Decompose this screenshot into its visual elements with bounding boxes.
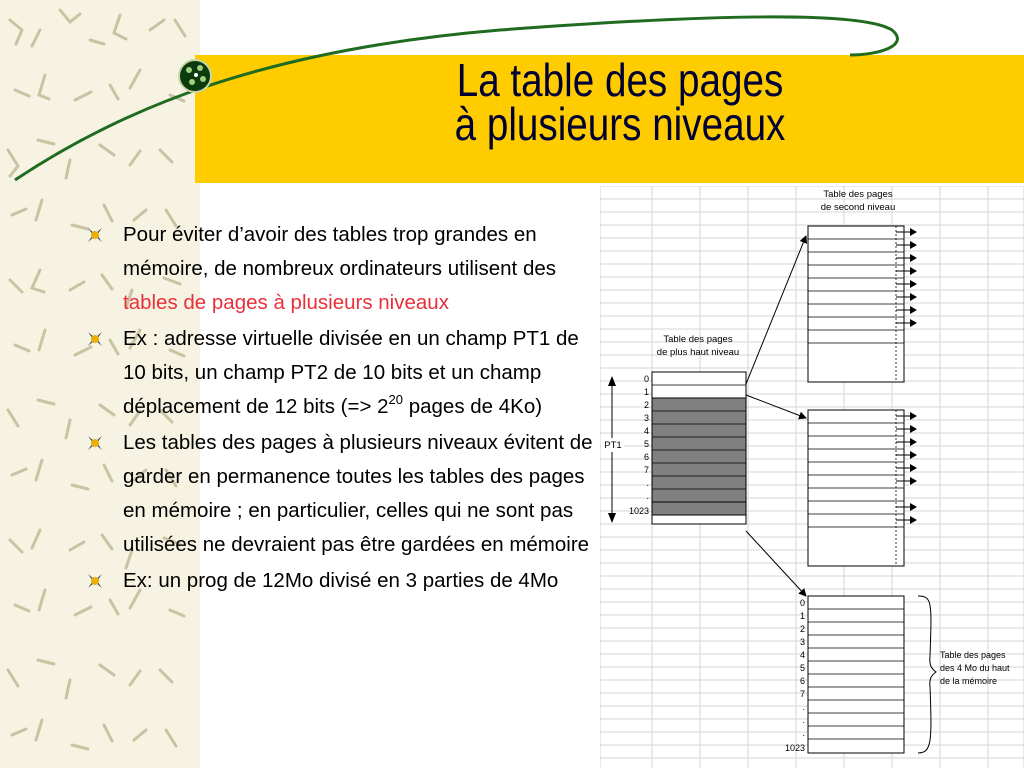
memory-label-1: Table des pages [940,650,1006,660]
slide-title [326,54,914,150]
memory-table-index: 2 [799,624,805,634]
bullet-text: Pour éviter d’avoir des tables trop grandes en mémoire, de nombreux ordinateurs utilisent des [123,223,556,280]
top-level-label-2: de plus haut niveau [656,347,740,358]
memory-table-index: 3 [799,637,805,647]
top-table-index: 4 [643,426,649,436]
pointer-arrow-icon [910,503,917,511]
pointer-arrow-icon [910,516,917,524]
pointer-arrow-icon [910,228,917,236]
pointer-arrow-icon [910,280,917,288]
pt1-label: PT1 [604,440,622,451]
bullet-icon [85,329,105,349]
memory-table-index: 6 [799,676,805,686]
top-level-table [629,372,746,524]
memory-table-index: 5 [799,663,805,673]
bullet-highlight: tables de pages à plusieurs niveaux [123,291,449,314]
top-table-index: 5 [643,439,649,449]
pointer-arrow-icon [910,438,917,446]
pointer-arrow-icon [910,254,917,262]
memory-table-index: . [802,715,805,725]
title-line-1: La table des pages [456,54,784,106]
top-table-index: . [646,491,649,501]
memory-table-index: 1 [799,611,805,621]
memory-label-2: des 4 Mo du haut [940,663,1010,673]
bullet-item [85,218,595,320]
top-table-index: 3 [643,413,649,423]
pointer-arrow-icon [910,267,917,275]
top-table-index: 1 [643,387,649,397]
pt1-arrow-down-icon [608,513,616,523]
pointer-arrow-icon [910,451,917,459]
memory-table-index-last: 1023 [784,743,805,753]
memory-table-index: 0 [799,598,805,608]
pointer-arrow-icon [910,477,917,485]
pointer-arrow-icon [910,464,917,472]
top-table-shaded-block [652,398,746,515]
pointer-arrow-icon [910,306,917,314]
top-table-index-last: 1023 [628,506,649,516]
pointer-arrow-icon [910,293,917,301]
globe-logo-icon [179,60,211,92]
memory-table-index: 7 [799,689,805,699]
pointer-arrow-icon [910,425,917,433]
pointer-arrow-icon [910,412,917,420]
bullet-text: Ex : adresse virtuelle divisée en un champ PT1 de 10 bits, un champ PT2 de 10 bits et un champ déplacement de 12 bits (=> 2 [123,327,579,418]
page-table-diagram [600,186,1024,768]
bullet-item [85,322,595,424]
bullet-text: Ex: un prog de 12Mo divisé en 3 parties de 4Mo [123,569,559,592]
title-line-2: à plusieurs niveaux [454,98,786,150]
memory-brace [918,596,936,753]
top-table-index: . [646,478,649,488]
bullet-icon [85,571,105,591]
top-table-index: 0 [643,374,649,384]
pointer-arrow-icon [910,319,917,327]
top-table-index: 2 [643,400,649,410]
top-level-label-1: Table des pages [663,334,733,345]
top-table-index: 6 [643,452,649,462]
arrow-to-second-table-1 [746,236,806,384]
bullet-text-end: pages de 4Ko) [403,395,543,418]
second-level-label-2: de second niveau [820,202,896,213]
memory-table-index: 4 [799,650,805,660]
memory-table-frame [808,596,904,753]
second-level-table-1 [808,226,917,382]
memory-label-3: de la mémoire [940,676,998,686]
bullet-icon [85,433,105,453]
memory-table-index: . [802,728,805,738]
memory-pages-table [785,596,904,753]
bullet-item [85,564,595,598]
bullet-text: Les tables des pages à plusieurs niveaux évitent de garder en permanence toutes les tables des pages en mémoire ; en particulier, celles qui ne sont pas utilisées ne devraient pas être gardées en mémoire [123,431,593,556]
pointer-arrow-icon [910,241,917,249]
bullet-list [85,218,595,600]
second-level-table-2 [808,410,917,566]
exponent: 20 [388,392,404,407]
memory-table-index: . [802,702,805,712]
bullet-icon [85,225,105,245]
second-level-label-1: Table des pages [823,189,893,200]
top-table-index: 7 [643,465,649,475]
bullet-item [85,426,595,562]
